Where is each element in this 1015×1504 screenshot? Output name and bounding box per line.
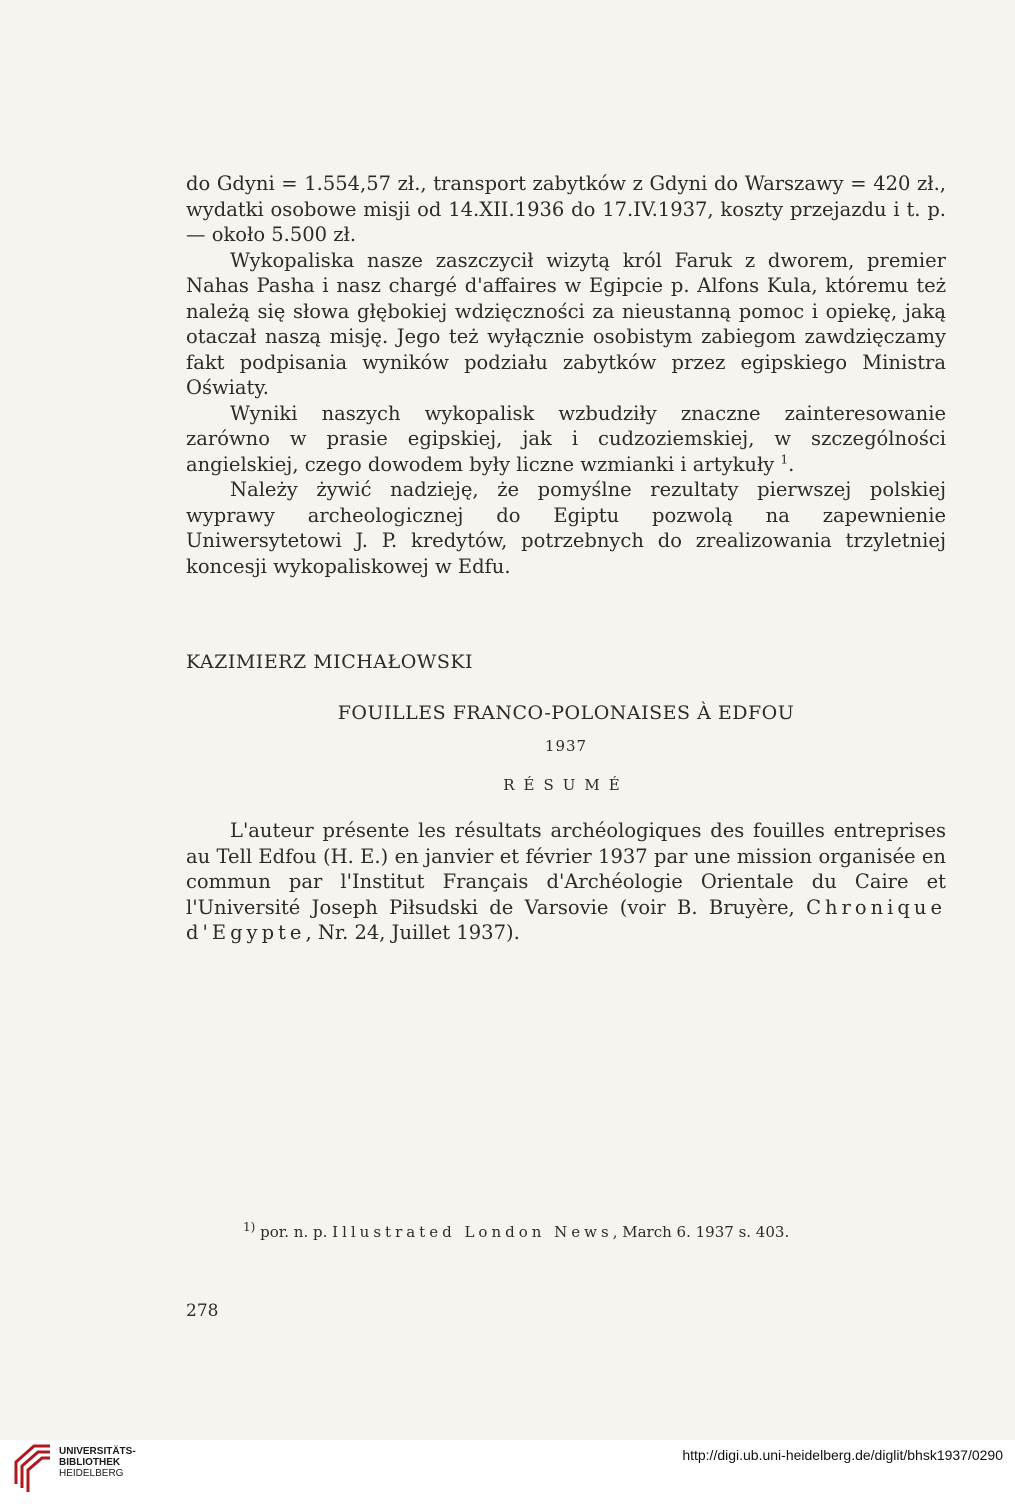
paragraph-press-end: .	[788, 452, 795, 476]
footnote-source: Illustrated London News	[332, 1223, 613, 1241]
library-line-1: UNIVERSITÄTS-	[59, 1446, 136, 1457]
footnote-prefix: por. n. p.	[260, 1223, 328, 1241]
footnote-reference: 1	[780, 452, 789, 466]
french-text-after: , Nr. 24, Juillet 1937).	[305, 921, 520, 944]
library-name	[59, 1446, 136, 1479]
footnote	[243, 1220, 790, 1241]
library-line-2: BIBLIOTHEK	[59, 1457, 121, 1468]
journal-title: Chronique d'Egypte	[186, 895, 946, 944]
paragraph-hope: Należy żywić nadzieję, że pomyślne rezultaty pierwszej polskiej wyprawy archeologicznej do Egiptu pozwolą na zapewnienie Uniwersytetowi J. P. kredytów, potrzebnych do zrealizowania trzyletniej koncesji wykopaliskowej w Edfu.	[186, 478, 946, 578]
paragraph-visit: Wykopaliska nasze zaszczycił wizytą król Faruk z dworem, premier Nahas Pasha i nasz chargé d'affaires w Egipcie p. Alfons Kula, któremu też należą się słowa głębokiej wdzięczności za nieustanną pomoc i opiekę, jaką otaczał naszą misję. Jego też wyłącznie osobistym zabiegom zawdzięczamy fakt podpisania wyników podziału zabytków przez egipskiego Ministra Oświaty.	[186, 248, 946, 399]
page-number: 278	[186, 1301, 219, 1321]
paragraph-costs: do Gdyni = 1.554,57 zł., transport zabytków z Gdyni do Warszawy = 420 zł., wydatki osobowe misji od 14.XII.1936 do 17.IV.1937, koszty przejazdu i t. p. — około 5.500 zł.	[186, 172, 946, 246]
article-title: FOUILLES FRANCO-POLONAISES À EDFOU	[337, 702, 795, 724]
library-logo-icon	[12, 1440, 54, 1496]
library-line-3: HEIDELBERG	[59, 1468, 124, 1479]
article-year: 1937	[544, 737, 588, 755]
author-name: KAZIMIERZ MICHAŁOWSKI	[186, 651, 474, 673]
paragraph-press	[186, 401, 946, 478]
french-text-before: L'auteur présente les résultats archéologiques des fouilles entreprises au Tell Edfou (H. E.) en janvier et février 1937 par une mission organisée en commun par l'Institut Français d'Archéologie Orientale du Caire et l'Université Joseph Piłsudski de Varsovie (voir B. Bruyère,	[186, 819, 946, 919]
french-paragraph	[186, 818, 946, 946]
polish-text	[186, 171, 946, 579]
paragraph-press-text: Wyniki naszych wykopalisk wzbudziły znaczne zainteresowanie zarówno w prasie egipskiej, jak i cudzoziemskiej, w szczególności angielskiej, czego dowodem były liczne wzmianki i artykuły	[186, 401, 946, 476]
french-summary	[186, 818, 946, 946]
footnote-suffix: , March 6. 1937 s. 403.	[612, 1223, 790, 1241]
source-url[interactable]: http://digi.ub.uni-heidelberg.de/diglit/bhsk1937/0290	[682, 1447, 1003, 1463]
footnote-marker: 1)	[243, 1220, 256, 1234]
resume-heading: RÉSUMÉ	[503, 776, 629, 794]
